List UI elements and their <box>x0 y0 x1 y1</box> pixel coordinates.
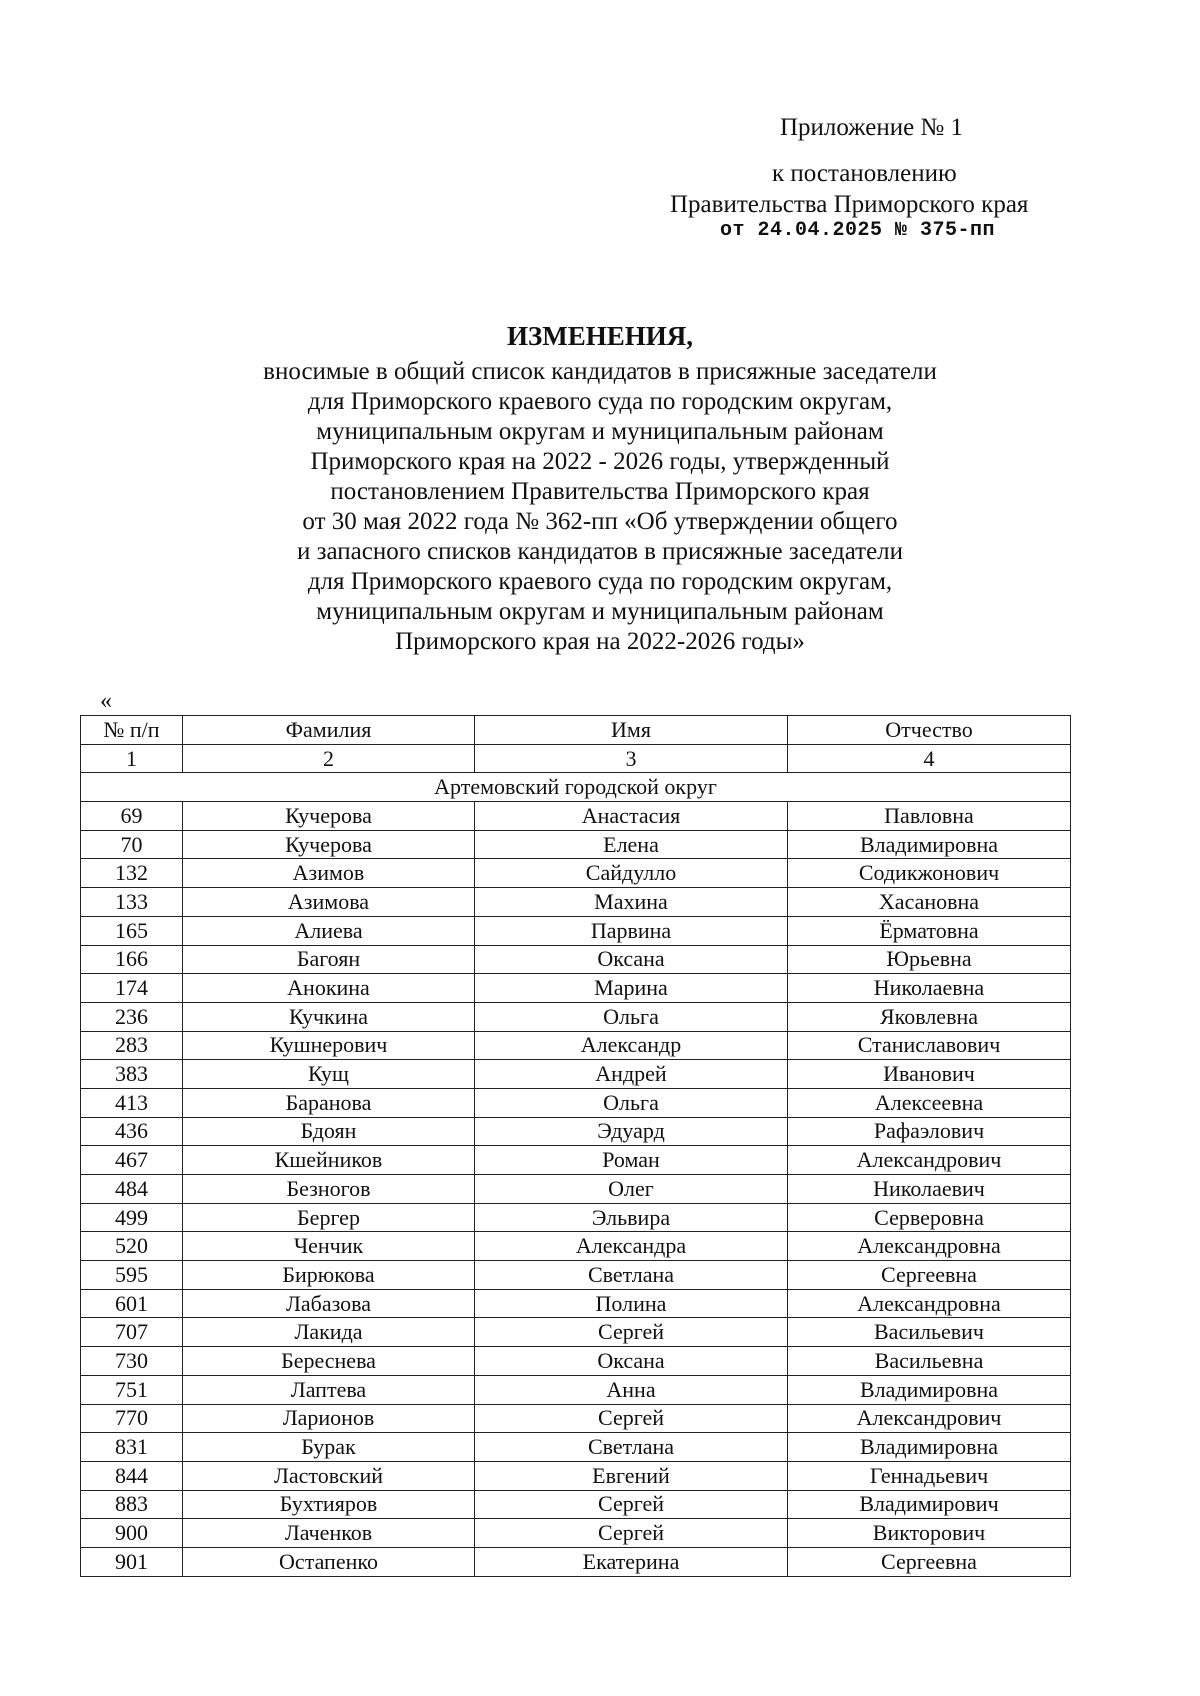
cell-last-name: Кучерова <box>183 802 475 831</box>
cell-number: 595 <box>81 1261 183 1290</box>
cell-last-name: Безногов <box>183 1175 475 1204</box>
cell-last-name: Лабазова <box>183 1289 475 1318</box>
cell-number: 166 <box>81 945 183 974</box>
cell-number: 70 <box>81 830 183 859</box>
cell-last-name: Ларионов <box>183 1404 475 1433</box>
cell-number: 236 <box>81 1002 183 1031</box>
cell-patronymic: Павловна <box>788 802 1071 831</box>
cell-first-name: Анастасия <box>475 802 788 831</box>
cell-first-name: Сергей <box>475 1490 788 1519</box>
table-row <box>81 1088 1071 1117</box>
appendix-authority: Правительства Приморского края <box>670 191 1029 218</box>
cell-last-name: Кушнерович <box>183 1031 475 1060</box>
table-row <box>81 945 1071 974</box>
cell-last-name: Анокина <box>183 974 475 1003</box>
header-first-name: Имя <box>475 716 788 745</box>
cell-patronymic: Яковлевна <box>788 1002 1071 1031</box>
table-row <box>81 1060 1071 1089</box>
cell-first-name: Эльвира <box>475 1203 788 1232</box>
table-row <box>81 830 1071 859</box>
cell-patronymic: Александровна <box>788 1289 1071 1318</box>
title-line: вносимые в общий список кандидатов в присяжные заседатели <box>263 358 937 385</box>
cell-last-name: Бухтияров <box>183 1490 475 1519</box>
cell-patronymic: Сергеевна <box>788 1547 1071 1576</box>
cell-last-name: Кшейников <box>183 1146 475 1175</box>
cell-last-name: Кущ <box>183 1060 475 1089</box>
cell-last-name: Бдоян <box>183 1117 475 1146</box>
cell-patronymic: Рафаэлович <box>788 1117 1071 1146</box>
column-number: 1 <box>81 744 183 773</box>
cell-patronymic: Владимировна <box>788 830 1071 859</box>
section-title: Артемовский городской округ <box>81 773 1071 802</box>
cell-patronymic: Станиславович <box>788 1031 1071 1060</box>
title-line: Приморского края на 2022 - 2026 годы, утвержденный <box>310 448 890 475</box>
cell-number: 283 <box>81 1031 183 1060</box>
cell-first-name: Оксана <box>475 945 788 974</box>
cell-first-name: Екатерина <box>475 1547 788 1576</box>
table-row <box>81 916 1071 945</box>
table-row <box>81 1261 1071 1290</box>
table-row <box>81 1318 1071 1347</box>
column-number: 2 <box>183 744 475 773</box>
cell-last-name: Остапенко <box>183 1547 475 1576</box>
table-row <box>81 1175 1071 1204</box>
cell-number: 467 <box>81 1146 183 1175</box>
cell-last-name: Ластовский <box>183 1461 475 1490</box>
table-row <box>81 1519 1071 1548</box>
cell-first-name: Оксана <box>475 1347 788 1376</box>
cell-number: 499 <box>81 1203 183 1232</box>
cell-number: 69 <box>81 802 183 831</box>
cell-number: 883 <box>81 1490 183 1519</box>
cell-patronymic: Александровна <box>788 1232 1071 1261</box>
appendix-number: Приложение № 1 <box>780 114 964 141</box>
title-line: Приморского края на 2022-2026 годы» <box>395 628 805 655</box>
table-row <box>81 1490 1071 1519</box>
title-line: муниципальным округам и муниципальным районам <box>316 418 884 445</box>
cell-last-name: Кучкина <box>183 1002 475 1031</box>
cell-patronymic: Владимирович <box>788 1490 1071 1519</box>
cell-first-name: Полина <box>475 1289 788 1318</box>
table-row <box>81 1433 1071 1462</box>
cell-patronymic: Геннадьевич <box>788 1461 1071 1490</box>
cell-number: 707 <box>81 1318 183 1347</box>
cell-patronymic: Сергеевна <box>788 1261 1071 1290</box>
cell-patronymic: Содикжонович <box>788 859 1071 888</box>
table-row <box>81 1404 1071 1433</box>
cell-last-name: Азимов <box>183 859 475 888</box>
cell-number: 901 <box>81 1547 183 1576</box>
cell-patronymic: Владимировна <box>788 1433 1071 1462</box>
cell-first-name: Александра <box>475 1232 788 1261</box>
cell-number: 751 <box>81 1375 183 1404</box>
title-line: и запасного списков кандидатов в присяжные заседатели <box>296 538 904 565</box>
cell-first-name: Эдуард <box>475 1117 788 1146</box>
cell-last-name: Береснева <box>183 1347 475 1376</box>
cell-number: 844 <box>81 1461 183 1490</box>
cell-patronymic: Иванович <box>788 1060 1071 1089</box>
cell-number: 132 <box>81 859 183 888</box>
cell-patronymic: Алексеевна <box>788 1088 1071 1117</box>
cell-last-name: Кучерова <box>183 830 475 859</box>
header-number: № п/п <box>81 716 183 745</box>
title-line: для Приморского краевого суда по городским округам, <box>307 568 893 595</box>
cell-first-name: Андрей <box>475 1060 788 1089</box>
table-header-row <box>81 716 1071 745</box>
table-row <box>81 888 1071 917</box>
cell-number: 436 <box>81 1117 183 1146</box>
cell-patronymic: Васильевич <box>788 1318 1071 1347</box>
table-row <box>81 1002 1071 1031</box>
appendix-date-stamp: от 24.04.2025 № 375-пп <box>720 219 996 242</box>
cell-number: 770 <box>81 1404 183 1433</box>
cell-number: 133 <box>81 888 183 917</box>
cell-last-name: Баранова <box>183 1088 475 1117</box>
cell-number: 831 <box>81 1433 183 1462</box>
cell-first-name: Ольга <box>475 1002 788 1031</box>
cell-patronymic: Хасановна <box>788 888 1071 917</box>
cell-last-name: Бурак <box>183 1433 475 1462</box>
cell-first-name: Александр <box>475 1031 788 1060</box>
candidates-table <box>80 715 1071 1577</box>
cell-first-name: Светлана <box>475 1261 788 1290</box>
cell-patronymic: Николаевна <box>788 974 1071 1003</box>
table-column-number-row <box>81 744 1071 773</box>
cell-number: 900 <box>81 1519 183 1548</box>
column-number: 4 <box>788 744 1071 773</box>
cell-patronymic: Владимировна <box>788 1375 1071 1404</box>
table-row <box>81 1203 1071 1232</box>
header-last-name: Фамилия <box>183 716 475 745</box>
table-row <box>81 1031 1071 1060</box>
cell-patronymic: Александрович <box>788 1404 1071 1433</box>
cell-number: 165 <box>81 916 183 945</box>
cell-first-name: Махина <box>475 888 788 917</box>
title-line: для Приморского краевого суда по городским округам, <box>307 388 893 415</box>
cell-first-name: Сайдулло <box>475 859 788 888</box>
title-heading: ИЗМЕНЕНИЯ, <box>506 321 693 351</box>
cell-first-name: Парвина <box>475 916 788 945</box>
document-title <box>150 318 1050 657</box>
cell-patronymic: Серверовна <box>788 1203 1071 1232</box>
cell-last-name: Бергер <box>183 1203 475 1232</box>
table-row <box>81 1146 1071 1175</box>
cell-first-name: Роман <box>475 1146 788 1175</box>
cell-number: 730 <box>81 1347 183 1376</box>
table-row <box>81 1289 1071 1318</box>
cell-first-name: Сергей <box>475 1404 788 1433</box>
table-row <box>81 1347 1071 1376</box>
cell-number: 383 <box>81 1060 183 1089</box>
cell-first-name: Евгений <box>475 1461 788 1490</box>
cell-patronymic: Юрьевна <box>788 945 1071 974</box>
table-row <box>81 1547 1071 1576</box>
table-row <box>81 1375 1071 1404</box>
cell-last-name: Бирюкова <box>183 1261 475 1290</box>
table-row <box>81 1117 1071 1146</box>
cell-last-name: Азимова <box>183 888 475 917</box>
table-row <box>81 802 1071 831</box>
cell-number: 413 <box>81 1088 183 1117</box>
cell-first-name: Елена <box>475 830 788 859</box>
table-section-row <box>81 773 1071 802</box>
cell-first-name: Олег <box>475 1175 788 1204</box>
cell-last-name: Ченчик <box>183 1232 475 1261</box>
table-row <box>81 859 1071 888</box>
cell-last-name: Лаченков <box>183 1519 475 1548</box>
cell-number: 174 <box>81 974 183 1003</box>
cell-last-name: Алиева <box>183 916 475 945</box>
cell-first-name: Марина <box>475 974 788 1003</box>
cell-first-name: Светлана <box>475 1433 788 1462</box>
cell-patronymic: Ёрматовна <box>788 916 1071 945</box>
appendix-reference: к постановлению <box>772 160 957 187</box>
cell-last-name: Багоян <box>183 945 475 974</box>
header-patronymic: Отчество <box>788 716 1071 745</box>
cell-first-name: Анна <box>475 1375 788 1404</box>
opening-quote: « <box>100 688 112 714</box>
cell-number: 601 <box>81 1289 183 1318</box>
cell-last-name: Лакида <box>183 1318 475 1347</box>
appendix-header <box>620 112 1090 242</box>
column-number: 3 <box>475 744 788 773</box>
cell-number: 484 <box>81 1175 183 1204</box>
cell-first-name: Сергей <box>475 1318 788 1347</box>
table-row <box>81 974 1071 1003</box>
title-line: постановлением Правительства Приморского края <box>330 478 870 505</box>
title-line: муниципальным округам и муниципальным районам <box>316 598 884 625</box>
table-row <box>81 1461 1071 1490</box>
title-line: от 30 мая 2022 года № 362-пп «Об утверждении общего <box>302 508 898 535</box>
cell-patronymic: Васильевна <box>788 1347 1071 1376</box>
cell-first-name: Сергей <box>475 1519 788 1548</box>
cell-patronymic: Александрович <box>788 1146 1071 1175</box>
cell-patronymic: Викторович <box>788 1519 1071 1548</box>
cell-patronymic: Николаевич <box>788 1175 1071 1204</box>
table-row <box>81 1232 1071 1261</box>
cell-number: 520 <box>81 1232 183 1261</box>
cell-last-name: Лаптева <box>183 1375 475 1404</box>
cell-first-name: Ольга <box>475 1088 788 1117</box>
